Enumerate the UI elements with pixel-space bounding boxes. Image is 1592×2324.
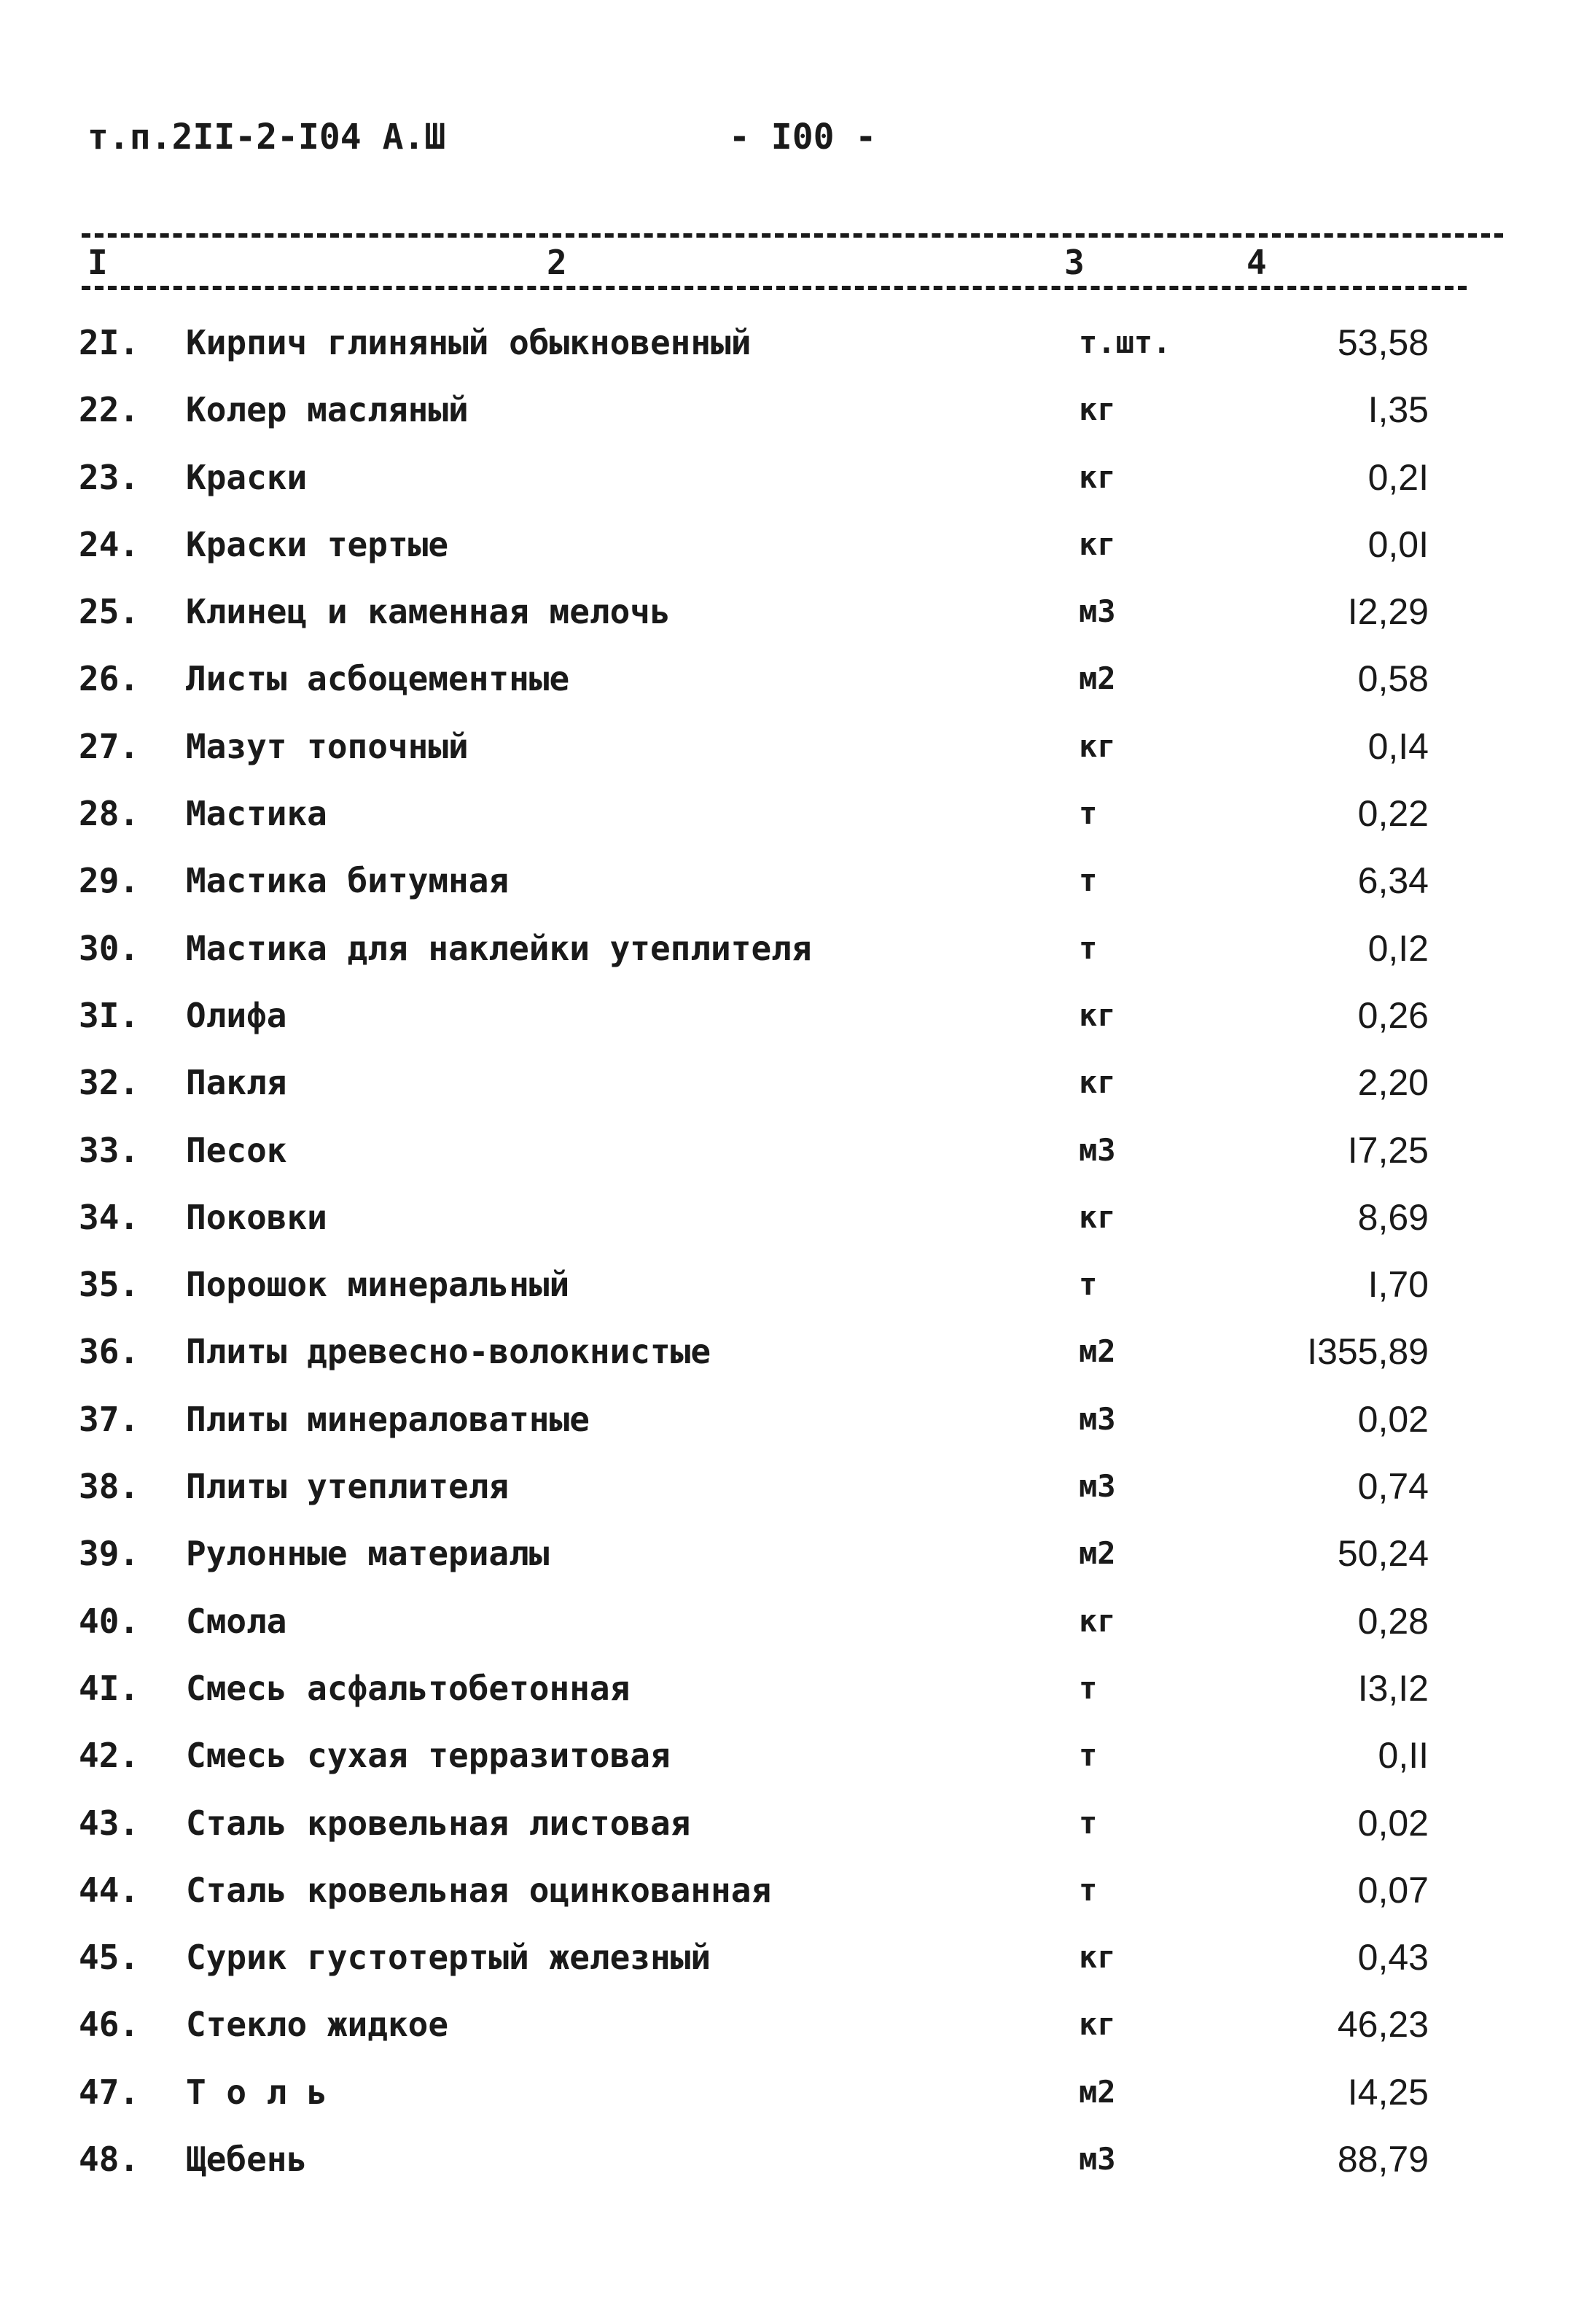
unit-of-measure: м3 (1079, 1131, 1116, 1168)
table-row (0, 1924, 1592, 1991)
material-name: Колер масляный (186, 390, 469, 430)
quantity-value: 0,02 (1357, 1802, 1429, 1844)
material-name: Т о л ь (186, 2072, 327, 2112)
unit-of-measure: кг (1079, 459, 1116, 495)
material-name: Краски (186, 457, 308, 497)
material-name: Сталь кровельная оцинкованная (186, 1870, 772, 1910)
table-row (0, 511, 1592, 578)
material-name: Смесь асфальтобетонная (186, 1668, 631, 1708)
material-name: Мастика битумная (186, 861, 510, 901)
table-row (0, 847, 1592, 914)
quantity-value: 2,20 (1357, 1062, 1429, 1104)
quantity-value: 0,II (1378, 1735, 1429, 1777)
row-number: 35. (79, 1265, 140, 1305)
row-number: 45. (79, 1938, 140, 1978)
table-row (0, 1318, 1592, 1385)
column-header-unit: 3 (1057, 242, 1092, 283)
material-name: Щебень (186, 2140, 308, 2180)
quantity-value: 0,07 (1357, 1869, 1429, 1911)
material-name: Плиты минераловатные (186, 1399, 590, 1439)
unit-of-measure: м3 (1079, 1468, 1116, 1505)
table-row (0, 645, 1592, 712)
row-number: 46. (79, 2005, 140, 2045)
material-name: Олифа (186, 995, 287, 1035)
quantity-value: 0,26 (1357, 994, 1429, 1036)
material-name: Пакля (186, 1063, 287, 1103)
table-row (0, 2126, 1592, 2193)
row-number: 26. (79, 659, 140, 699)
quantity-value: 0,I2 (1367, 927, 1429, 969)
unit-of-measure: т.шт. (1079, 324, 1171, 360)
row-number: 47. (79, 2072, 140, 2112)
table-row (0, 1722, 1592, 1789)
column-header-quantity: 4 (1239, 242, 1274, 283)
row-number: 22. (79, 390, 140, 430)
table-row (0, 1991, 1592, 2058)
material-name: Стекло жидкое (186, 2005, 449, 2045)
row-number: 37. (79, 1399, 140, 1439)
row-number: 48. (79, 2140, 140, 2180)
row-number: 38. (79, 1467, 140, 1507)
table-row (0, 713, 1592, 780)
table-row (0, 1790, 1592, 1857)
unit-of-measure: кг (1079, 526, 1116, 562)
unit-of-measure: кг (1079, 1602, 1116, 1639)
material-name: Клинец и каменная мелочь (186, 592, 671, 632)
quantity-value: I4,25 (1347, 2071, 1429, 2113)
quantity-value: 50,24 (1337, 1533, 1429, 1575)
unit-of-measure: кг (1079, 1198, 1116, 1235)
unit-of-measure: кг (1079, 997, 1116, 1033)
table-header-rule (82, 286, 1467, 290)
table-row (0, 1520, 1592, 1587)
unit-of-measure: м2 (1079, 1333, 1116, 1370)
row-number: 39. (79, 1534, 140, 1574)
material-name: Краски тертые (186, 524, 449, 564)
table-row (0, 1251, 1592, 1318)
table-row (0, 982, 1592, 1049)
table-row (0, 1588, 1592, 1655)
material-name: Листы асбоцементные (186, 659, 570, 699)
table-row (0, 578, 1592, 645)
material-name: Плиты древесно-волокнистые (186, 1332, 711, 1372)
row-number: 42. (79, 1736, 140, 1776)
table-row (0, 915, 1592, 982)
quantity-value: I,70 (1367, 1264, 1429, 1306)
table-row (0, 309, 1592, 376)
material-name: Мастика (186, 794, 327, 834)
page-number: - I00 - (729, 117, 877, 157)
table-row (0, 1857, 1592, 1924)
unit-of-measure: т (1079, 1737, 1098, 1774)
row-number: 36. (79, 1332, 140, 1372)
unit-of-measure: т (1079, 1871, 1098, 1908)
row-number: 34. (79, 1197, 140, 1237)
column-header-number: I (80, 242, 115, 283)
row-number: 29. (79, 861, 140, 901)
unit-of-measure: т (1079, 795, 1098, 832)
quantity-value: 0,I4 (1367, 725, 1429, 767)
row-number: 3I. (79, 995, 140, 1035)
quantity-value: I355,89 (1307, 1331, 1429, 1373)
material-name: Сурик густотертый железный (186, 1938, 711, 1978)
table-row (0, 1117, 1592, 1184)
page-header (87, 117, 1181, 168)
table-row (0, 1453, 1592, 1520)
unit-of-measure: т (1079, 1804, 1098, 1841)
table-top-rule (82, 233, 1503, 238)
quantity-value: 8,69 (1357, 1196, 1429, 1238)
material-name: Сталь кровельная листовая (186, 1803, 691, 1843)
material-name: Рулонные материалы (186, 1534, 550, 1574)
unit-of-measure: т (1079, 1266, 1098, 1303)
unit-of-measure: кг (1079, 391, 1116, 428)
material-name: Поковки (186, 1197, 327, 1237)
row-number: 40. (79, 1601, 140, 1641)
row-number: 32. (79, 1063, 140, 1103)
quantity-value: 0,28 (1357, 1600, 1429, 1642)
material-name: Кирпич глиняный обыкновенный (186, 323, 752, 362)
quantity-value: 0,0I (1367, 523, 1429, 565)
row-number: 30. (79, 928, 140, 968)
unit-of-measure: м2 (1079, 660, 1116, 697)
quantity-value: 0,22 (1357, 793, 1429, 835)
table-row (0, 1184, 1592, 1251)
table-row (0, 1386, 1592, 1453)
unit-of-measure: кг (1079, 2006, 1116, 2043)
row-number: 23. (79, 457, 140, 497)
table-row (0, 444, 1592, 511)
materials-table (0, 309, 1592, 2193)
unit-of-measure: т (1079, 862, 1098, 899)
table-row (0, 1049, 1592, 1116)
quantity-value: 0,74 (1357, 1466, 1429, 1508)
column-header-name: 2 (539, 242, 574, 283)
table-row (0, 780, 1592, 847)
document-code: т.п.2II-2-I04 А.Ш (87, 117, 446, 157)
quantity-value: 0,2I (1367, 456, 1429, 498)
row-number: 43. (79, 1803, 140, 1843)
unit-of-measure: м3 (1079, 2141, 1116, 2177)
unit-of-measure: м2 (1079, 1535, 1116, 1572)
quantity-value: I7,25 (1347, 1129, 1429, 1171)
material-name: Плиты утеплителя (186, 1467, 510, 1507)
material-name: Песок (186, 1130, 287, 1170)
table-row (0, 376, 1592, 443)
table-row (0, 2059, 1592, 2126)
row-number: 4I. (79, 1668, 140, 1708)
quantity-value: I3,I2 (1357, 1667, 1429, 1709)
quantity-value: I,35 (1367, 389, 1429, 431)
quantity-value: 88,79 (1337, 2139, 1429, 2180)
quantity-value: 6,34 (1357, 860, 1429, 902)
row-number: 28. (79, 794, 140, 834)
row-number: 33. (79, 1130, 140, 1170)
row-number: 44. (79, 1870, 140, 1910)
unit-of-measure: кг (1079, 1064, 1116, 1101)
quantity-value: 0,43 (1357, 1937, 1429, 1978)
unit-of-measure: кг (1079, 728, 1116, 764)
quantity-value: 53,58 (1337, 322, 1429, 363)
quantity-value: I2,29 (1347, 591, 1429, 633)
unit-of-measure: кг (1079, 1939, 1116, 1976)
material-name: Смола (186, 1601, 287, 1641)
unit-of-measure: м2 (1079, 2073, 1116, 2110)
row-number: 27. (79, 726, 140, 766)
material-name: Мазут топочный (186, 726, 469, 766)
unit-of-measure: м3 (1079, 1400, 1116, 1437)
material-name: Смесь сухая терразитовая (186, 1736, 671, 1776)
table-row (0, 1655, 1592, 1722)
quantity-value: 46,23 (1337, 2004, 1429, 2046)
unit-of-measure: т (1079, 1669, 1098, 1706)
row-number: 2I. (79, 323, 140, 362)
unit-of-measure: т (1079, 929, 1098, 966)
material-name: Мастика для наклейки утеплителя (186, 928, 812, 968)
unit-of-measure: м3 (1079, 593, 1116, 630)
quantity-value: 0,02 (1357, 1398, 1429, 1440)
row-number: 25. (79, 592, 140, 632)
material-name: Порошок минеральный (186, 1265, 570, 1305)
row-number: 24. (79, 524, 140, 564)
quantity-value: 0,58 (1357, 658, 1429, 700)
